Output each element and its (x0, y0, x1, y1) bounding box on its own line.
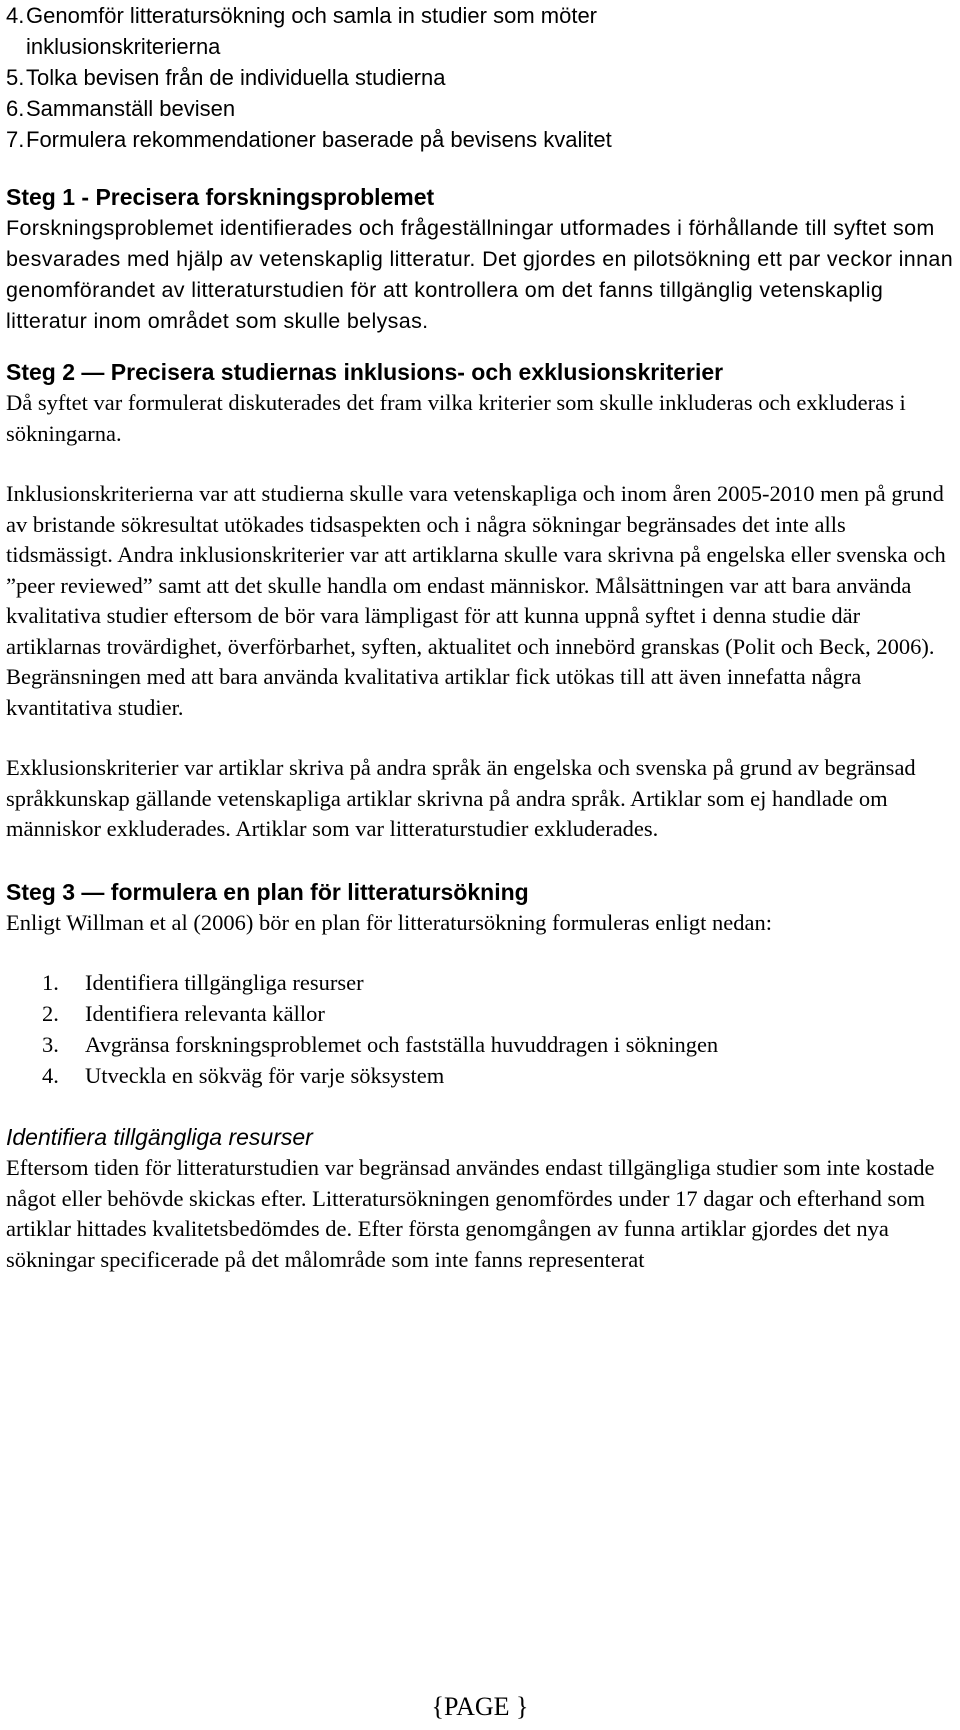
list-item: 7. Formulera rekommendationer baserade på bevisens kvalitet (6, 127, 612, 152)
list-item: 5. Tolka bevisen från de individuella studierna (6, 65, 446, 90)
step2-intro: Då syftet var formulerat diskuterades det fram vilka kriterier som skulle inkluderas och exkluderas i sökningarna. (6, 390, 906, 446)
intro-list (6, 0, 954, 155)
step3-list (6, 967, 954, 1091)
page-number-field: {PAGE } (431, 1692, 529, 1721)
step3-intro: Enligt Willman et al (2006) bör en plan för litteratursökning formuleras enligt nedan: (6, 909, 772, 935)
step2-heading: Steg 2 — Precisera studiernas inklusions- och exklusionskriterier (6, 359, 724, 385)
list-item: 6. Sammanställ bevisen (6, 96, 236, 121)
step2-exclusion-paragraph: Exklusionskriterier var artiklar skriva på andra språk än engelska och svenska på grund av begränsad språkkunskap gällande vetenskapliga artiklar skrivna på andra språk. Artiklar som ej handlade om människor exkluderades. Artiklar som var litteraturstudier exkluderades. (6, 755, 916, 841)
step1-text-a: Forskningsproblemet identifierades och frågeställningar utformades i förhållande till syftet som besvarades med hjälp av vetenskaplig litteratur. (6, 216, 935, 271)
document-page (6, 0, 954, 1275)
resources-heading: Identifiera tillgängliga resurser (6, 1124, 313, 1150)
step1-paragraph (6, 213, 954, 337)
step2-inclusion-paragraph: Inklusionskriterierna var att studierna skulle vara vetenskapliga och inom åren 2005-2010 men på grund av bristande sökresultat utökades tidsaspekten och i några sökningar begränsades det inte alls tidsmässigt. Andra inklusionskriterier var att artiklarna skulle vara skrivna på engelska eller svenska och ”peer reviewed” samt att det skulle handla om endast människor. Målsättningen var att bara använda kvalitativa studier eftersom de bör vara lämpligast för att kunna uppnå syftet i denna studie där artiklarnas trovärdighet, överförbarhet, syften, aktualitet och innebörd granskas (Polit och Beck, 2006). Begränsningen med att bara använda kvalitativa artiklar fick utökas till att även innefatta några kvantitativa studier. (6, 481, 946, 720)
resources-paragraph: Eftersom tiden för litteraturstudien var begränsad användes endast tillgängliga studier som inte kostade något eller behövde skickas efter. Litteratursökningen genomfördes under 17 dagar och efterhand som artiklar hittades kvalitetsbedömdes de. Efter första genomgången av funna artiklar gjordes det nya sökningar specificerade på det målområde som inte fanns representerat (6, 1155, 935, 1272)
list-item: 3. Avgränsa forskningsproblemet och fastställa huvuddragen i sökningen (42, 1032, 719, 1057)
step1-text-b: Det gjordes en pilotsökning ett par veckor innan genomförandet av litteraturstudien för att kontrollera om det fanns tillgänglig vetenskaplig litteratur inom området som skulle belysas. (6, 247, 954, 333)
list-item: 4. Genomför litteratursökning och samla in studier som möter inklusionskriterierna (6, 3, 598, 59)
list-item: 4. Utveckla en sökväg för varje söksystem (42, 1063, 445, 1088)
list-item: 2. Identifiera relevanta källor (42, 1001, 325, 1026)
step3-heading: Steg 3 — formulera en plan för litteratursökning (6, 878, 529, 905)
step1-heading: Steg 1 - Precisera forskningsproblemet (6, 184, 435, 210)
list-item: 1. Identifiera tillgängliga resurser (42, 970, 364, 995)
